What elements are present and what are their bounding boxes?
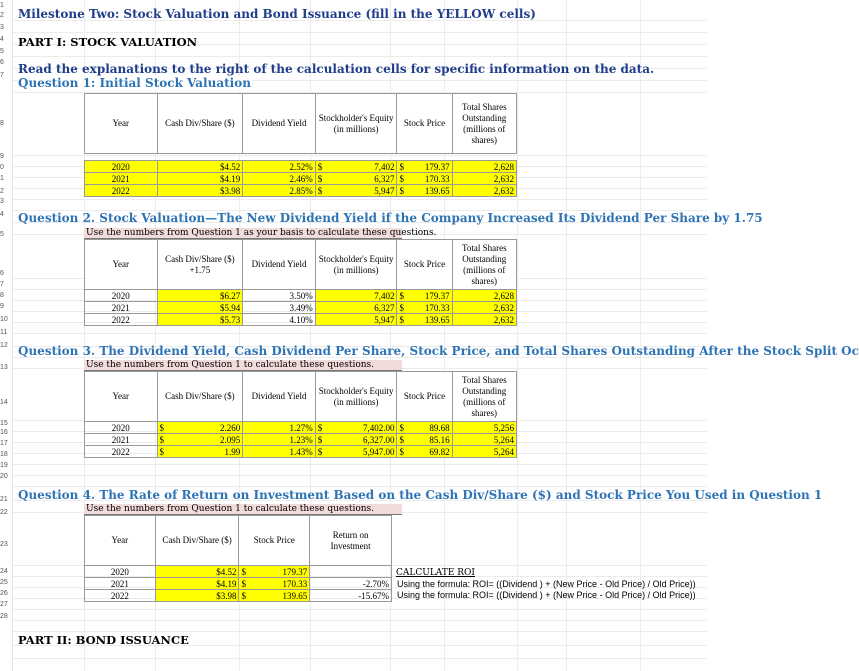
shares-text: 2,632 [493,173,514,184]
div-text: $6.27 [220,290,241,301]
q4-header-roi[interactable]: Return on Investment [310,516,392,566]
price-value: 139.65 [282,590,308,601]
year-text: 2020 [111,161,130,172]
q1-equity-cell[interactable] [315,161,397,173]
price-value: 170.33 [282,578,308,589]
yield-text: 3.49% [289,302,313,313]
row-number[interactable]: 27 [0,601,8,608]
shares-text: 2,628 [493,161,514,172]
q3-div-cell[interactable] [157,422,243,434]
equity-value: 5,947 [374,185,395,196]
q3-header-year[interactable]: Year [85,372,158,422]
row-gutter-divider [12,0,13,671]
q1-year-cell[interactable] [85,161,158,173]
year-text: 2021 [111,434,130,445]
q4-year-cell[interactable] [85,566,156,578]
equity-text: 7,402 [374,290,395,301]
equity-sign: $ [317,161,323,172]
instructions-text[interactable]: Read the explanations to the right of the calculation cells for specific information on the data. [18,62,655,76]
q2-equity-cell[interactable] [315,302,397,314]
q3-note[interactable]: Use the numbers from Question 1 to calculate these questions. [84,360,402,371]
q2-yield-cell[interactable] [243,302,316,314]
row-number[interactable]: 9 [0,303,4,310]
price-value: 179.37 [424,290,450,301]
q4-table-row [85,578,392,590]
row-number[interactable]: 19 [0,462,8,469]
price-sign: $ [399,302,404,313]
q1-yield-cell[interactable] [243,173,316,185]
row-number[interactable]: 4 [0,36,4,43]
price-sign: $ [399,446,404,457]
yield-text: 1.27% [289,422,313,433]
gridline-horizontal [13,620,707,621]
price-sign: $ [241,590,246,601]
price-sign: $ [399,185,404,196]
div-sign: $ [159,446,164,457]
year-text: 2020 [110,566,129,577]
price-value: 139.65 [424,185,450,196]
q2-div-cell[interactable] [157,290,243,302]
row-number[interactable]: 5 [0,231,4,238]
shares-text: 2,632 [493,314,514,325]
q4-div-cell[interactable] [155,590,239,602]
q1-year-cell[interactable] [85,173,158,185]
equity-sign: $ [317,173,323,184]
q2-table [84,239,517,326]
equity-sign: $ [317,446,323,457]
q2-shares-cell[interactable] [452,290,516,302]
gridline-horizontal [13,631,707,632]
row-number[interactable]: 23 [0,541,8,548]
q1-shares-cell[interactable] [452,173,516,185]
q2-year-cell[interactable] [85,302,158,314]
div-sign: $ [159,422,164,433]
row-number[interactable]: 11 [0,329,8,336]
shares-text: 5,264 [493,434,514,445]
row-number[interactable]: 9 [0,153,4,160]
q1-table-row [85,173,517,185]
q1-title-text: Question 1: Initial Stock Valuation [18,76,251,90]
div-value: 2.095 [220,434,241,445]
price-value: 170.33 [424,173,450,184]
row-number[interactable]: 7 [0,281,4,288]
q2-header-year[interactable]: Year [85,240,158,290]
price-value: 170.33 [424,302,450,313]
price-sign: $ [241,578,246,589]
q3-div-cell[interactable] [157,434,243,446]
q2-header-shares[interactable]: Total Shares Outstanding (millions of shares) [452,240,516,290]
q2-year-cell[interactable] [85,290,158,302]
q4-note[interactable]: Use the numbers from Question 1 to calculate these questions. [84,504,402,515]
q3-equity-cell[interactable] [315,434,397,446]
q1-header-div[interactable]: Cash Div/Share ($) [157,94,243,154]
q1-price-cell[interactable] [397,173,452,185]
shares-text: 2,632 [493,302,514,313]
year-text: 2021 [111,173,130,184]
q3-header-shares[interactable]: Total Shares Outstanding (millions of shares) [452,372,516,422]
q3-price-cell[interactable] [397,422,452,434]
price-value: 69.82 [429,446,450,457]
q1-div-cell[interactable] [157,185,243,197]
year-text: 2022 [111,446,130,457]
q4-table-row [85,590,392,602]
q2-table-row [85,302,517,314]
q4-year-cell[interactable] [85,590,156,602]
shares-text: 5,256 [493,422,514,433]
q1-equity-cell[interactable] [315,173,397,185]
q1-header-price[interactable]: Stock Price [397,94,452,154]
q3-table-row [85,434,517,446]
row-number[interactable]: 8 [0,120,4,127]
q1-equity-cell[interactable] [315,185,397,197]
row-number[interactable]: 13 [0,364,8,371]
row-number[interactable]: 4 [0,211,4,218]
yield-text: 2.85% [289,185,313,196]
q2-header-div[interactable]: Cash Div/Share ($) +1.75 [157,240,243,290]
q4-header-price[interactable]: Stock Price [239,516,310,566]
gridline-horizontal [13,486,707,487]
gridline-horizontal [13,609,707,610]
row-number[interactable]: 26 [0,590,8,597]
q4-price-cell[interactable] [239,578,310,590]
q1-div-cell[interactable] [157,161,243,173]
gridline-horizontal [13,199,707,200]
row-number[interactable]: 20 [0,473,8,480]
gridline-horizontal [13,658,707,659]
q3-header-price[interactable]: Stock Price [397,372,452,422]
q4-header-year[interactable]: Year [85,516,156,566]
shares-text: 2,632 [493,185,514,196]
year-text: 2020 [111,290,130,301]
div-text: $3.98 [220,185,241,196]
q2-equity-cell[interactable] [315,314,397,326]
yield-text: 3.50% [289,290,313,301]
equity-value: 5,947.00 [362,446,395,457]
q3-year-cell[interactable] [85,422,158,434]
yield-text: 1.43% [289,446,313,457]
gridline-horizontal [13,464,707,465]
q2-header-equity[interactable]: Stockholder's Equity (in millions) [315,240,397,290]
row-number[interactable]: 22 [0,509,8,516]
year-text: 2021 [110,578,129,589]
year-text: 2021 [111,302,130,313]
q3-yield-cell[interactable] [243,422,316,434]
price-sign: $ [399,290,404,301]
q2-year-cell[interactable] [85,314,158,326]
div-sign: $ [159,434,164,445]
q2-equity-cell[interactable] [315,290,397,302]
div-text: $4.19 [220,173,241,184]
yield-text: 2.52% [289,161,313,172]
calculate-roi-label[interactable]: CALCULATE ROI [396,568,475,578]
row-number[interactable]: 16 [0,429,8,436]
year-text: 2020 [111,422,130,433]
equity-value: 7,402 [374,161,395,172]
equity-value: 6,327 [374,173,395,184]
row-number[interactable]: 1 [0,175,4,182]
year-text: 2022 [110,590,129,601]
row-number[interactable]: 3 [0,24,4,31]
row-number[interactable]: 24 [0,568,8,575]
roi-formula-text[interactable]: Using the formula: ROI= ((Dividend ) + (New Price - Old Price) / Old Price)) [397,579,696,589]
q3-title[interactable]: Question 3. The Dividend Yield, Cash Dividend Per Share, Stock Price, and Total Shares Outstanding After the Stock Split Oc [18,344,859,358]
q3-div-cell[interactable] [157,446,243,458]
price-value: 179.37 [282,566,308,577]
q1-shares-cell[interactable] [452,185,516,197]
row-number[interactable]: 8 [0,292,4,299]
q4-price-cell[interactable] [239,590,310,602]
q2-table-row [85,314,517,326]
q4-roi-cell[interactable] [310,578,392,590]
price-sign: $ [399,173,404,184]
q1-div-cell[interactable] [157,173,243,185]
equity-value: 7,402.00 [362,422,395,433]
sheet-title[interactable]: Milestone Two: Stock Valuation and Bond Issuance (fill in the YELLOW cells) [18,7,536,21]
q2-div-cell[interactable] [157,314,243,326]
q1-header-yield[interactable]: Dividend Yield [243,94,316,154]
q1-header-year[interactable]: Year [85,94,158,154]
q3-year-cell[interactable] [85,446,158,458]
div-text: $5.73 [220,314,241,325]
equity-sign: $ [317,185,323,196]
equity-text: 5,947 [374,314,395,325]
q3-yield-cell[interactable] [243,434,316,446]
gridline-horizontal [13,56,707,57]
row-number[interactable]: 3 [0,198,4,205]
gridline-horizontal [13,475,707,476]
row-number[interactable]: 7 [0,72,4,79]
q1-yield-cell[interactable] [243,161,316,173]
q3-price-cell[interactable] [397,434,452,446]
q3-table [84,371,517,458]
price-sign: $ [399,161,404,172]
div-text: $5.94 [220,302,241,313]
div-text: $4.52 [216,566,237,577]
row-number[interactable]: 17 [0,440,8,447]
div-text: $4.19 [216,578,237,589]
q3-header-equity[interactable]: Stockholder's Equity (in millions) [315,372,397,422]
shares-text: 5,264 [493,446,514,457]
q3-price-cell[interactable] [397,446,452,458]
row-number[interactable]: 10 [0,316,8,323]
price-value: 89.68 [429,422,450,433]
q4-year-cell[interactable] [85,578,156,590]
roi-text: -15.67% [358,590,389,601]
q3-shares-cell[interactable] [452,422,516,434]
yield-text: 2.46% [289,173,313,184]
q3-table-row [85,422,517,434]
price-value: 179.37 [424,161,450,172]
q3-equity-cell[interactable] [315,446,397,458]
div-value: 2.260 [220,422,241,433]
q2-shares-cell[interactable] [452,302,516,314]
q1-header-equity[interactable]: Stockholder's Equity (in millions) [315,94,397,154]
q1-table-row [85,185,517,197]
q2-price-cell[interactable] [397,302,452,314]
shares-text: 2,628 [493,290,514,301]
row-number[interactable]: 12 [0,342,8,349]
q3-yield-cell[interactable] [243,446,316,458]
q3-shares-cell[interactable] [452,446,516,458]
q4-table [84,515,392,602]
q3-shares-cell[interactable] [452,434,516,446]
q2-price-cell[interactable] [397,290,452,302]
q1-year-cell[interactable] [85,185,158,197]
q1-title[interactable] [18,76,251,90]
gridline-vertical [566,0,567,671]
gridline-vertical [517,0,518,671]
q2-header-yield[interactable]: Dividend Yield [243,240,316,290]
row-number[interactable]: 18 [0,451,8,458]
price-sign: $ [399,314,404,325]
equity-value: 6,327.00 [362,434,395,445]
row-number[interactable]: 1 [0,2,4,9]
q2-yield-cell[interactable] [243,314,316,326]
q2-price-cell[interactable] [397,314,452,326]
price-sign: $ [241,566,246,577]
q1-price-cell[interactable] [397,185,452,197]
row-number[interactable]: 2 [0,12,4,19]
year-text: 2022 [111,185,130,196]
q2-shares-cell[interactable] [452,314,516,326]
div-text: $4.52 [220,161,241,172]
gridline-vertical [640,0,641,671]
q2-note[interactable]: Use the numbers from Question 1 as your basis to calculate these questions. [86,228,437,238]
row-number[interactable]: 15 [0,420,8,427]
price-value: 85.16 [429,434,450,445]
price-sign: $ [399,434,404,445]
div-value: 1.99 [224,446,241,457]
q4-header-div[interactable]: Cash Div/Share ($) [155,516,239,566]
roi-formula-text[interactable]: Using the formula: ROI= ((Dividend ) + (New Price - Old Price) / Old Price)) [397,590,696,600]
price-sign: $ [399,422,404,433]
q2-div-cell[interactable] [157,302,243,314]
q4-div-cell[interactable] [155,566,239,578]
row-number[interactable]: 28 [0,613,8,620]
row-number[interactable]: 14 [0,399,8,406]
q3-table-row [85,446,517,458]
part-1-heading[interactable]: PART I: STOCK VALUATION [18,35,198,49]
q3-year-cell[interactable] [85,434,158,446]
q1-table [84,93,517,197]
q2-header-price[interactable]: Stock Price [397,240,452,290]
q3-header-div[interactable]: Cash Div/Share ($) [157,372,243,422]
row-number[interactable]: 0 [0,164,4,171]
q4-title[interactable]: Question 4. The Rate of Return on Investment Based on the Cash Div/Share ($) and Stock Price You Used in Question 1 [18,488,823,502]
q2-table-row [85,290,517,302]
q1-table-row [85,161,517,173]
q1-yield-cell[interactable] [243,185,316,197]
year-text: 2022 [111,314,130,325]
q2-title[interactable]: Question 2. Stock Valuation—The New Dividend Yield if the Company Increased Its Dividend Per Share by 1.75 [18,211,763,225]
gridline-horizontal [13,333,707,334]
yield-text: 1.23% [289,434,313,445]
row-number[interactable]: 21 [0,496,8,503]
gridline-horizontal [13,32,707,33]
q1-header-shares[interactable]: Total Shares Outstanding (millions of shares) [452,94,516,154]
q1-price-cell[interactable] [397,161,452,173]
roi-text: -2.70% [362,578,389,589]
equity-text: 6,327 [374,302,395,313]
q4-price-cell[interactable] [239,566,310,578]
row-number[interactable]: 6 [0,270,4,277]
q1-shares-cell[interactable] [452,161,516,173]
yield-text: 4.10% [289,314,313,325]
equity-sign: $ [317,434,323,445]
q4-roi-cell[interactable] [310,590,392,602]
row-number[interactable]: 25 [0,579,8,586]
row-number[interactable]: 6 [0,59,4,66]
q4-div-cell[interactable] [155,578,239,590]
q4-table-row [85,566,392,578]
row-number[interactable]: 2 [0,188,4,195]
part-2-heading[interactable]: PART II: BOND ISSUANCE [18,633,189,647]
q3-header-yield[interactable]: Dividend Yield [243,372,316,422]
row-number[interactable]: 5 [0,48,4,55]
price-value: 139.65 [424,314,450,325]
q4-roi-cell[interactable] [310,566,392,578]
div-text: $3.98 [216,590,237,601]
q3-equity-cell[interactable] [315,422,397,434]
q2-yield-cell[interactable] [243,290,316,302]
equity-sign: $ [317,422,323,433]
